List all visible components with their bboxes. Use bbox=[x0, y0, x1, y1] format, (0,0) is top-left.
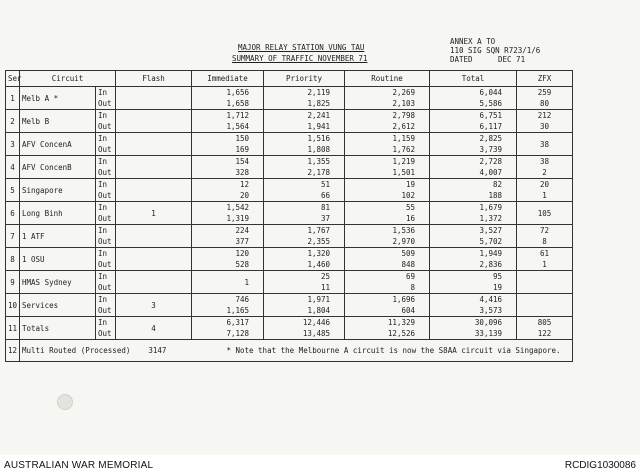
row-circuit-name: HMAS Sydney bbox=[22, 277, 72, 287]
row-flash bbox=[116, 271, 192, 294]
row-circuit bbox=[20, 110, 96, 133]
row-zfx-out: 8 bbox=[542, 237, 547, 246]
col-circuit: Circuit bbox=[20, 71, 116, 87]
row-immediate-in: 746 bbox=[235, 295, 250, 304]
row-immediate bbox=[192, 294, 264, 317]
col-ser: Ser bbox=[6, 71, 20, 87]
row-total-out: 4,007 bbox=[479, 168, 503, 177]
row-total-out: 1,372 bbox=[479, 214, 503, 223]
row-total-out: 6,117 bbox=[479, 122, 503, 131]
row-ser bbox=[6, 179, 20, 202]
row-priority-in: 51 bbox=[320, 180, 331, 189]
row-routine-in: 2,269 bbox=[392, 88, 416, 97]
row-immediate bbox=[192, 317, 264, 340]
row-flash bbox=[116, 317, 192, 340]
row-ser bbox=[6, 225, 20, 248]
row-priority bbox=[264, 156, 345, 179]
row-zfx bbox=[517, 202, 573, 225]
row-circuit-name: AFV ConcenA bbox=[22, 139, 72, 149]
row-immediate-in: 1,656 bbox=[226, 88, 250, 97]
row-zfx bbox=[517, 87, 573, 110]
row-zfx-in: 805 bbox=[537, 318, 552, 327]
row-total-out: 19 bbox=[492, 283, 503, 292]
row-immediate-in: 224 bbox=[235, 226, 250, 235]
row-ser bbox=[6, 248, 20, 271]
row-ser-value: 6 bbox=[10, 208, 15, 218]
row-priority-in: 1,971 bbox=[307, 295, 331, 304]
row-zfx-in: 20 bbox=[540, 180, 550, 189]
row-routine bbox=[345, 202, 430, 225]
row-priority-out: 2,178 bbox=[307, 168, 331, 177]
row-priority-in: 25 bbox=[320, 272, 331, 281]
row-direction bbox=[96, 179, 116, 202]
row-circuit bbox=[20, 133, 96, 156]
row-immediate-in: 120 bbox=[235, 249, 250, 258]
row-ser bbox=[6, 156, 20, 179]
row-total bbox=[430, 317, 517, 340]
row-priority-out: 37 bbox=[320, 214, 331, 223]
row-direction-out: Out bbox=[98, 329, 112, 338]
row-zfx-in: 72 bbox=[540, 226, 550, 235]
row-immediate-out: 169 bbox=[235, 145, 250, 154]
row-ser-value: 4 bbox=[10, 162, 15, 172]
row-circuit-name: Long Binh bbox=[22, 208, 63, 218]
reference-number: 110 SIG SQN R723/1/6 bbox=[450, 46, 541, 55]
row-direction-in: In bbox=[98, 88, 108, 97]
row-routine bbox=[345, 294, 430, 317]
row-total-out: 2,836 bbox=[479, 260, 503, 269]
row-circuit bbox=[20, 156, 96, 179]
row-total-in: 2,728 bbox=[479, 157, 503, 166]
row-zfx-in: 105 bbox=[537, 208, 552, 218]
archive-footer bbox=[0, 455, 640, 475]
row-immediate-out: 20 bbox=[239, 191, 250, 200]
row-priority-in: 12,446 bbox=[302, 318, 331, 327]
multi-routed-count: 3147 bbox=[148, 346, 167, 355]
row-immediate bbox=[192, 248, 264, 271]
row-immediate-in: 154 bbox=[235, 157, 250, 166]
row-routine-in: 1,159 bbox=[392, 134, 416, 143]
row-priority bbox=[264, 87, 345, 110]
row-direction bbox=[96, 294, 116, 317]
row-total bbox=[430, 225, 517, 248]
table-row bbox=[6, 156, 573, 179]
row-zfx-in: 259 bbox=[537, 88, 552, 97]
row-flash bbox=[116, 294, 192, 317]
row-priority-out: 1,825 bbox=[307, 99, 331, 108]
row-circuit bbox=[20, 317, 96, 340]
row-routine-out: 12,526 bbox=[387, 329, 416, 338]
row-zfx-in: 212 bbox=[537, 111, 552, 120]
table-row bbox=[6, 225, 573, 248]
row-immediate-out: 328 bbox=[235, 168, 250, 177]
row-zfx-out: 122 bbox=[537, 329, 552, 338]
row-direction bbox=[96, 110, 116, 133]
col-total: Total bbox=[430, 71, 517, 87]
row-immediate-in: 1,542 bbox=[226, 203, 250, 212]
row-ser bbox=[6, 317, 20, 340]
col-routine: Routine bbox=[345, 71, 430, 87]
row-circuit-name: Melb B bbox=[22, 116, 50, 126]
row-priority-in: 1,516 bbox=[307, 134, 331, 143]
row-total bbox=[430, 133, 517, 156]
row-circuit-name: Totals bbox=[22, 323, 50, 333]
document-title: MAJOR RELAY STATION VUNG TAU bbox=[238, 43, 365, 52]
row-routine-out: 1,762 bbox=[392, 145, 416, 154]
row-routine-out: 848 bbox=[401, 260, 416, 269]
dated-value: DEC 71 bbox=[498, 55, 526, 64]
row-circuit-name: Singapore bbox=[22, 185, 63, 195]
row-zfx bbox=[517, 248, 573, 271]
table-row bbox=[6, 133, 573, 156]
row-immediate-out: 1,319 bbox=[226, 214, 250, 223]
row-ser-value: 5 bbox=[10, 185, 15, 195]
row-ser-value: 11 bbox=[8, 323, 18, 333]
row-flash bbox=[116, 179, 192, 202]
table-header-row bbox=[6, 71, 573, 87]
archive-name: AUSTRALIAN WAR MEMORIAL bbox=[4, 460, 154, 471]
row-circuit-name: Services bbox=[22, 300, 59, 310]
row-direction-in: In bbox=[98, 134, 108, 143]
row-direction bbox=[96, 248, 116, 271]
row-direction-in: In bbox=[98, 295, 108, 304]
row-priority bbox=[264, 271, 345, 294]
row-priority-out: 1,460 bbox=[307, 260, 331, 269]
row-direction-in: In bbox=[98, 180, 108, 189]
table-row bbox=[6, 248, 573, 271]
row-priority-out: 11 bbox=[320, 283, 331, 292]
traffic-summary-table bbox=[5, 70, 573, 362]
row-priority-in: 1,355 bbox=[307, 157, 331, 166]
row-circuit bbox=[20, 271, 96, 294]
row-ser bbox=[6, 271, 20, 294]
row-direction bbox=[96, 317, 116, 340]
row-immediate bbox=[192, 271, 264, 294]
row-direction-out: Out bbox=[98, 122, 112, 131]
row-direction bbox=[96, 271, 116, 294]
row-zfx bbox=[517, 110, 573, 133]
row-direction bbox=[96, 156, 116, 179]
row-total-in: 2,825 bbox=[479, 134, 503, 143]
circuit-note: * Note that the Melbourne A circuit is now the S8AA circuit via Singapore. bbox=[226, 346, 561, 355]
row-priority bbox=[264, 225, 345, 248]
row-routine-in: 1,696 bbox=[392, 295, 416, 304]
row-routine-out: 1,501 bbox=[392, 168, 416, 177]
row-priority-in: 2,241 bbox=[307, 111, 331, 120]
row-direction-in: In bbox=[98, 203, 108, 212]
row-total-out: 3,739 bbox=[479, 145, 503, 154]
dated-label: DATED bbox=[450, 55, 473, 64]
row-flash-value: 3 bbox=[151, 300, 156, 310]
row-ser-value: 7 bbox=[10, 231, 15, 241]
row-total-in: 82 bbox=[492, 180, 503, 189]
row-priority bbox=[264, 133, 345, 156]
row-ser-value: 12 bbox=[8, 346, 18, 355]
row-circuit-name: Melb A * bbox=[22, 93, 59, 103]
row-circuit bbox=[20, 248, 96, 271]
row-circuit-name: 1 OSU bbox=[22, 254, 45, 264]
table-row bbox=[6, 110, 573, 133]
row-total-out: 3,573 bbox=[479, 306, 503, 315]
row-zfx bbox=[517, 179, 573, 202]
row-circuit-name: 1 ATF bbox=[22, 231, 45, 241]
row-direction-in: In bbox=[98, 249, 108, 258]
col-zfx: ZFX bbox=[517, 71, 573, 87]
row-direction bbox=[96, 225, 116, 248]
row-priority-out: 66 bbox=[320, 191, 331, 200]
row-total-out: 33,139 bbox=[474, 329, 503, 338]
row-total bbox=[430, 179, 517, 202]
row-total bbox=[430, 248, 517, 271]
row-ser-value: 2 bbox=[10, 116, 15, 126]
row-total-in: 4,416 bbox=[479, 295, 503, 304]
row-ser-value: 3 bbox=[10, 139, 15, 149]
multi-routed-label: Multi Routed (Processed) bbox=[22, 346, 131, 355]
row-direction-in: In bbox=[98, 272, 108, 281]
row-total-out: 5,702 bbox=[479, 237, 503, 246]
col-immediate: Immediate bbox=[192, 71, 264, 87]
record-id: RCDIG1030086 bbox=[564, 460, 636, 471]
row-immediate bbox=[192, 110, 264, 133]
row-priority-out: 1,808 bbox=[307, 145, 331, 154]
row-ser-value: 10 bbox=[8, 300, 18, 310]
table-row-multi-routed bbox=[6, 340, 573, 362]
row-immediate-in: 150 bbox=[235, 134, 250, 143]
table-row bbox=[6, 271, 573, 294]
row-total bbox=[430, 294, 517, 317]
row-priority bbox=[264, 110, 345, 133]
row-ser-value: 8 bbox=[10, 254, 15, 264]
row-routine-in: 19 bbox=[405, 180, 416, 189]
row-zfx bbox=[517, 317, 573, 340]
row-direction-out: Out bbox=[98, 191, 112, 200]
row-immediate bbox=[192, 133, 264, 156]
row-immediate-in: 12 bbox=[239, 180, 250, 189]
row-flash-value: 4 bbox=[151, 323, 156, 333]
row-zfx bbox=[517, 294, 573, 317]
row-immediate bbox=[192, 156, 264, 179]
row-direction bbox=[96, 87, 116, 110]
row-direction-in: In bbox=[98, 157, 108, 166]
row-routine-out: 16 bbox=[405, 214, 416, 223]
row-routine bbox=[345, 225, 430, 248]
row-flash bbox=[116, 225, 192, 248]
row-ser bbox=[6, 110, 20, 133]
row-routine-in: 69 bbox=[405, 272, 416, 281]
row-direction-out: Out bbox=[98, 145, 112, 154]
row-direction-out: Out bbox=[98, 214, 112, 223]
row-priority-out: 2,355 bbox=[307, 237, 331, 246]
row-total-in: 6,044 bbox=[479, 88, 503, 97]
table-body bbox=[6, 87, 573, 362]
row-routine-in: 11,329 bbox=[387, 318, 416, 327]
row-routine-out: 604 bbox=[401, 306, 416, 315]
row-total-in: 3,527 bbox=[479, 226, 503, 235]
row-total-in: 95 bbox=[492, 272, 503, 281]
row-routine bbox=[345, 110, 430, 133]
row-immediate bbox=[192, 202, 264, 225]
row-flash bbox=[116, 202, 192, 225]
row-zfx bbox=[517, 156, 573, 179]
row-priority bbox=[264, 294, 345, 317]
row-total bbox=[430, 87, 517, 110]
table-row bbox=[6, 294, 573, 317]
row-flash-value: 1 bbox=[151, 208, 156, 218]
row-circuit bbox=[20, 294, 96, 317]
row-priority-out: 1,941 bbox=[307, 122, 331, 131]
multi-routed-cell bbox=[20, 340, 573, 362]
row-total bbox=[430, 271, 517, 294]
row-ser-value: 1 bbox=[10, 93, 15, 103]
col-flash: Flash bbox=[116, 71, 192, 87]
row-direction-out: Out bbox=[98, 237, 112, 246]
row-priority bbox=[264, 248, 345, 271]
row-routine-in: 1,219 bbox=[392, 157, 416, 166]
row-zfx-out: 80 bbox=[540, 99, 550, 108]
row-routine-out: 102 bbox=[401, 191, 416, 200]
row-routine-out: 8 bbox=[410, 283, 416, 292]
row-total bbox=[430, 110, 517, 133]
row-priority-in: 1,320 bbox=[307, 249, 331, 258]
row-zfx-out: 30 bbox=[540, 122, 550, 131]
row-priority-in: 1,767 bbox=[307, 226, 331, 235]
row-ser-value: 9 bbox=[10, 277, 15, 287]
row-direction-out: Out bbox=[98, 168, 112, 177]
row-direction-in: In bbox=[98, 111, 108, 120]
row-direction bbox=[96, 202, 116, 225]
row-immediate-out: 7,128 bbox=[226, 329, 250, 338]
row-total-out: 5,586 bbox=[479, 99, 503, 108]
row-immediate bbox=[192, 179, 264, 202]
row-routine-out: 2,970 bbox=[392, 237, 416, 246]
row-routine-in: 1,536 bbox=[392, 226, 416, 235]
row-routine bbox=[345, 133, 430, 156]
row-zfx bbox=[517, 271, 573, 294]
row-flash bbox=[116, 248, 192, 271]
row-direction-out: Out bbox=[98, 260, 112, 269]
row-ser bbox=[6, 202, 20, 225]
row-immediate-out: 377 bbox=[235, 237, 250, 246]
row-priority bbox=[264, 179, 345, 202]
row-routine-out: 2,612 bbox=[392, 122, 416, 131]
row-immediate-out: 528 bbox=[235, 260, 250, 269]
row-immediate-in: 1,712 bbox=[226, 111, 250, 120]
table-row bbox=[6, 179, 573, 202]
row-direction bbox=[96, 133, 116, 156]
row-priority-out: 1,804 bbox=[307, 306, 331, 315]
row-total bbox=[430, 202, 517, 225]
row-zfx-out: 1 bbox=[542, 260, 547, 269]
row-zfx-out: 2 bbox=[542, 168, 547, 177]
row-zfx-in: 38 bbox=[540, 157, 550, 166]
row-immediate-out: 1,564 bbox=[226, 122, 250, 131]
row-total-in: 1,949 bbox=[479, 249, 503, 258]
row-routine bbox=[345, 248, 430, 271]
row-total-out: 188 bbox=[488, 191, 503, 200]
row-routine bbox=[345, 87, 430, 110]
row-circuit bbox=[20, 202, 96, 225]
row-routine bbox=[345, 317, 430, 340]
table-row bbox=[6, 202, 573, 225]
row-routine bbox=[345, 156, 430, 179]
row-direction-out: Out bbox=[98, 306, 112, 315]
row-direction-out: Out bbox=[98, 99, 112, 108]
row-total-in: 1,679 bbox=[479, 203, 503, 212]
row-priority bbox=[264, 202, 345, 225]
row-zfx-out: 1 bbox=[542, 191, 547, 200]
document-subtitle: SUMMARY OF TRAFFIC NOVEMBER 71 bbox=[232, 54, 368, 63]
row-direction-in: In bbox=[98, 226, 108, 235]
row-priority bbox=[264, 317, 345, 340]
row-total-in: 30,096 bbox=[474, 318, 503, 327]
row-immediate-in: 1 bbox=[244, 277, 250, 287]
row-routine-in: 55 bbox=[405, 203, 416, 212]
row-routine-out: 2,103 bbox=[392, 99, 416, 108]
row-immediate-in: 6,317 bbox=[226, 318, 250, 327]
row-direction-out: Out bbox=[98, 283, 112, 292]
row-flash bbox=[116, 110, 192, 133]
row-priority-in: 81 bbox=[320, 203, 331, 212]
row-immediate-out: 1,658 bbox=[226, 99, 250, 108]
row-total-in: 6,751 bbox=[479, 111, 503, 120]
row-circuit bbox=[20, 179, 96, 202]
table-row bbox=[6, 317, 573, 340]
col-priority: Priority bbox=[264, 71, 345, 87]
row-zfx-in: 61 bbox=[540, 249, 550, 258]
row-flash bbox=[116, 87, 192, 110]
row-routine-in: 509 bbox=[401, 249, 416, 258]
row-zfx bbox=[517, 225, 573, 248]
row-circuit bbox=[20, 87, 96, 110]
row-immediate-out: 1,165 bbox=[226, 306, 250, 315]
row-immediate bbox=[192, 87, 264, 110]
row-priority-out: 13,485 bbox=[302, 329, 331, 338]
row-flash bbox=[116, 156, 192, 179]
row-priority-in: 2,119 bbox=[307, 88, 331, 97]
row-ser bbox=[6, 294, 20, 317]
row-zfx bbox=[517, 133, 573, 156]
row-zfx-in: 38 bbox=[540, 139, 550, 149]
row-total bbox=[430, 156, 517, 179]
row-immediate bbox=[192, 225, 264, 248]
row-ser bbox=[6, 133, 20, 156]
punch-hole bbox=[57, 394, 73, 410]
table-row bbox=[6, 87, 573, 110]
row-routine bbox=[345, 271, 430, 294]
row-ser bbox=[6, 87, 20, 110]
row-routine bbox=[345, 179, 430, 202]
row-routine-in: 2,798 bbox=[392, 111, 416, 120]
row-ser bbox=[6, 340, 20, 362]
row-circuit-name: AFV ConcenB bbox=[22, 162, 72, 172]
row-circuit bbox=[20, 225, 96, 248]
row-flash bbox=[116, 133, 192, 156]
annex-label: ANNEX A TO bbox=[450, 37, 496, 46]
row-direction-in: In bbox=[98, 318, 108, 327]
